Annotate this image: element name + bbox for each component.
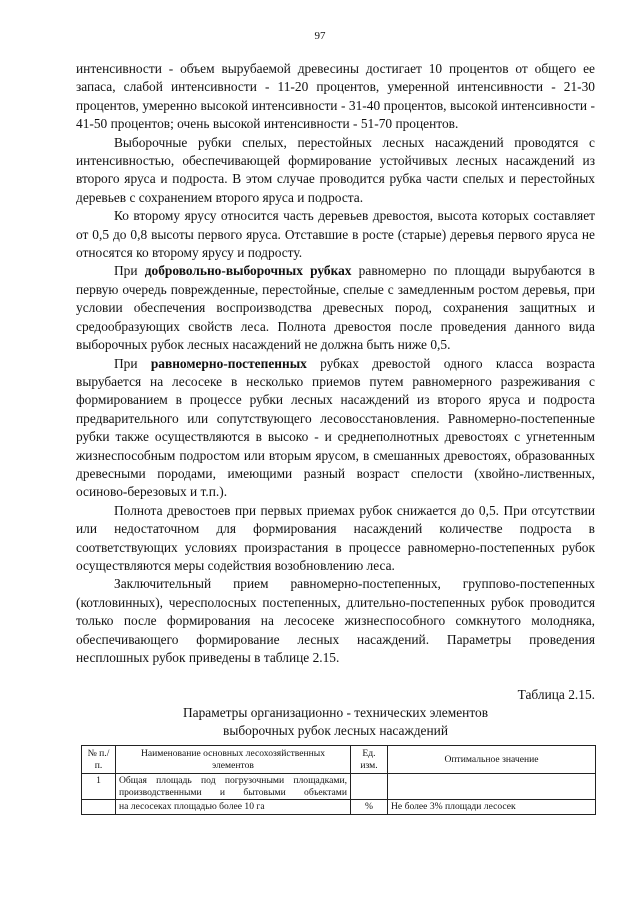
page-number: 97	[314, 30, 326, 42]
text-run: интенсивности - объем вырубаемой древесины достигает 10 процентов от общего ее запаса, слабой интенсивности - 11-20 процентов, умеренной интенсивности - 21-30 процентов, умеренно высокой интенсивности - 31-40 процентов, высокой интенсивности - 41-50 процентов; очень высокой интенсивности - 51-70 процентов.	[76, 61, 595, 132]
text-run: Выборочные рубки спелых, перестойных лесных насаждений проводятся с интенсивностью, обеспечивающей формирование устойчивых лесных насаждений из второго яруса и подроста. В этом случае проводится рубка части спелых и перестойных деревьев с сохранением второго яруса и подроста.	[76, 134, 595, 205]
paragraph	[76, 134, 595, 208]
row-unit	[351, 774, 388, 800]
table-row	[82, 774, 596, 800]
header-element-name: Наименование основных лесохозяйственных элементов	[116, 746, 351, 774]
text-run: Полнота древостоев при первых приемах рубок снижается до 0,5. При отсутствии или недостаточном для формирования насаждений количестве подроста в соответствующих условиях произрастания в процессе равномерно-постепенных рубок осуществляются меры содействия возобновлению леса.	[76, 502, 595, 573]
text-run: При	[114, 355, 151, 371]
body-text	[76, 60, 595, 667]
text-run: Ко второму ярусу относится часть деревьев древостоя, высота которых составляет от 0,5 до 0,8 высоты первого яруса. Отставшие в росте (старые) деревья первого яруса не относятся ко второму ярусу и подросту.	[76, 208, 595, 261]
row-unit: %	[351, 800, 388, 815]
bold-term: равномерно-постепенных	[150, 355, 307, 371]
row-number: 1	[82, 774, 116, 800]
row-number	[82, 800, 116, 815]
header-unit: Ед. изм.	[351, 746, 388, 774]
table-title-line: выборочных рубок лесных насаждений	[223, 723, 448, 739]
paragraph	[76, 355, 595, 502]
text-run: рубках древостой одного класса возраста вырубается на лесосеке в несколько приемов путем равномерного разреживания с формированием в процессе рубки лесных насаждений из второго яруса и подроста предварительного или сопутствующего лесовосстановления. Равномерно-постепенные рубки также осуществляются в высоко - и среднеполнотных древостоях с угнетенным жизнеспособным подростом или вторым ярусом, в смешанных древостоях, образованных древесными породами, имеющими разный возраст спелости (хвойно-лиственных, осиново-березовых и т.п.).	[76, 355, 595, 500]
text-run: равномерно по площади вырубаются в первую очередь поврежденные, перестойные, спелые с замедленным ростом деревья, при условии обеспечения воспроизводства древесных пород, сохранения защитных и средообразующих свойств леса. Полнота древостоя после проведения данного вида выборочных рубок лесных насаждений не должна быть ниже 0,5.	[76, 263, 595, 353]
text-run: При	[114, 263, 145, 279]
table-header-row	[82, 746, 596, 774]
table-caption-title	[76, 704, 595, 741]
paragraph	[76, 60, 595, 134]
paragraph	[76, 207, 595, 262]
table-row	[82, 800, 596, 815]
row-optimal-value: Не более 3% площади лесосек	[388, 800, 596, 815]
bold-term: добровольно-выборочных рубках	[144, 263, 352, 279]
parameters-table	[81, 745, 596, 815]
table-title-line: Параметры организационно - технических элементов	[182, 705, 489, 720]
header-optimal-value: Оптимальное значение	[388, 746, 596, 774]
paragraph	[76, 575, 595, 667]
text-run: Заключительный прием равномерно-постепенных, группово-постепенных (котловинных), чересполосных постепенных, длительно-постепенных рубок проводится только после формирования на лесосеке жизнеспособного сомкнутого молодняка, обеспечивающего формирование лесных насаждений. Параметры проведения несплошных рубок приведены в таблице 2.15.	[76, 576, 595, 665]
paragraph	[76, 262, 595, 354]
paragraph	[76, 502, 595, 576]
table-caption-label: Таблица 2.15.	[517, 687, 595, 702]
row-optimal-value	[388, 774, 596, 800]
header-number: № п./п.	[82, 746, 116, 774]
row-element-name: на лесосеках площадью более 10 га	[116, 800, 351, 815]
row-element-name: Общая площадь под погрузочными площадками, производственными и бытовыми объектами	[116, 774, 351, 800]
